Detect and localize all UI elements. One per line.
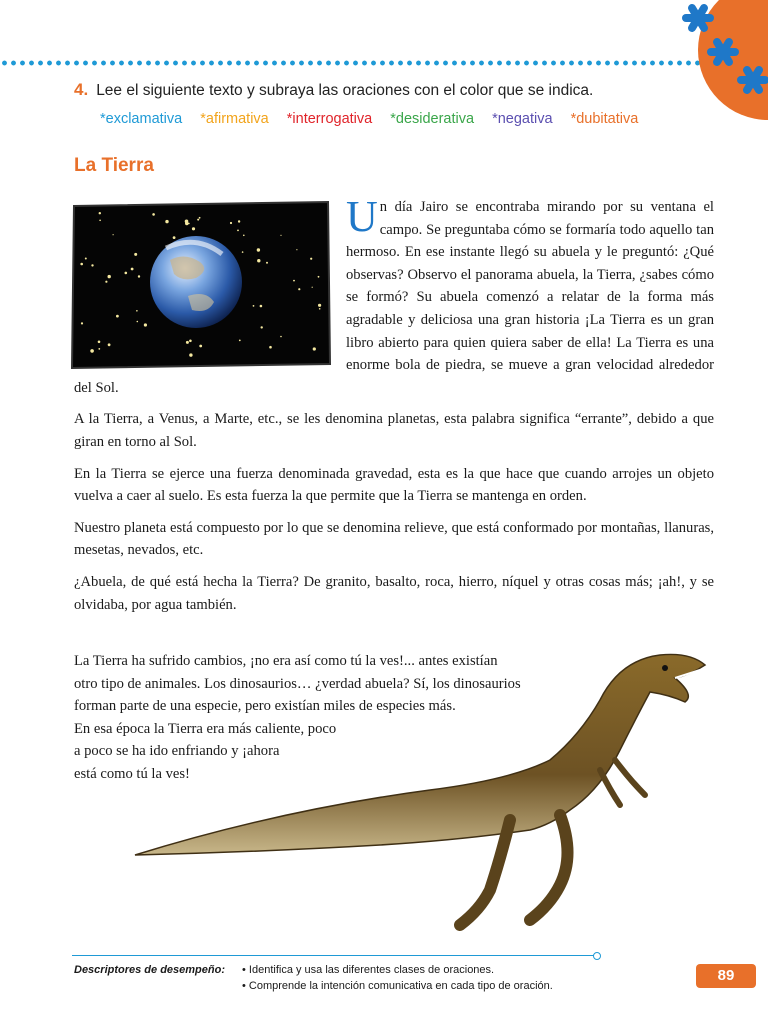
dropcap-letter: U — [346, 192, 378, 241]
type-desiderativa: *desiderativa — [390, 111, 475, 127]
type-exclamativa: *exclamativa — [100, 111, 183, 127]
story-line: otro tipo de animales. Los dinosaurios… ¿verdad abuela? Sí, los dinosaurios — [74, 675, 521, 692]
exercise-number: 4. — [74, 80, 89, 99]
instruction-text: Lee el siguiente texto y subraya las oraciones con el color que se indica. — [96, 82, 594, 99]
descriptors-label: Descriptores de desempeño: — [74, 964, 225, 976]
corner-decoration — [658, 0, 768, 140]
dotted-divider — [0, 60, 740, 66]
bottom-divider — [72, 955, 596, 956]
story-line: En esa época la Tierra era más caliente, poco — [74, 720, 337, 737]
story-line: La Tierra ha sufrido cambios, ¡no era así como tú la ves!... antes existían — [74, 653, 498, 669]
story-text — [74, 192, 714, 625]
descriptor-item: • Identifica y usa las diferentes clases de oraciones. — [242, 964, 495, 976]
story-intro-paragraph — [74, 192, 714, 399]
intro-text: n día Jairo se encontraba mirando por su ventana el campo. Se preguntaba cómo se formaría todo aquello tan hermoso. En ese instante llegó su abuela y le preguntó: ¿Qué observas? Observo el panorama abuela, la Tierra, ¿sabes cómo se formó? Su abuela comenzó a relatar de la forma más agradable y deliciosa una gran historia ¡La Tierra es un gran libro abierto para quien quiera saber de ella! La Tierra es una enorme bola de piedra, se mueve a gran velocidad alrededor del Sol. — [74, 199, 714, 396]
dinosaur-paragraph — [74, 650, 521, 785]
type-interrogativa: *interrogativa — [286, 111, 373, 127]
story-line: a poco se ha ido enfriando y ¡ahora — [74, 743, 280, 759]
type-afirmativa: *afirmativa — [200, 111, 269, 127]
descriptor-item: • Comprende la intención comunicativa en cada tipo de oración. — [242, 980, 553, 992]
page-title: La Tierra — [74, 155, 154, 176]
story-line: forman parte de una especie, pero existían miles de especies más. — [74, 698, 456, 714]
divider-end-dot — [593, 952, 601, 960]
type-negativa: *negativa — [492, 111, 553, 127]
story-line: está como tú la ves! — [74, 765, 190, 782]
exercise-instruction — [74, 80, 593, 100]
type-dubitativa: *dubitativa — [570, 111, 639, 127]
page-number: 89 — [696, 964, 756, 988]
sentence-type-legend — [100, 111, 638, 127]
story-paragraph: En la Tierra se ejerce una fuerza denominada gravedad, esta es la que hace que cuando arrojes un objeto vuelva a caer al suelo. Es esta fuerza la que permite que la Tierra se mantenga en orden. — [74, 465, 714, 505]
story-paragraph: ¿Abuela, de qué está hecha la Tierra? De granito, basalto, roca, hierro, níquel y otras cosas más; ¡ah!, y se olvidaba, por agua también. — [74, 573, 714, 613]
story-paragraph: A la Tierra, a Venus, a Marte, etc., se les denomina planetas, esta palabra significa “errante”, debido a que giran en torno al Sol. — [74, 411, 714, 450]
story-paragraph: Nuestro planeta está compuesto por lo que se denomina relieve, que está conformado por montañas, llanuras, mesetas, nevados, etc. — [74, 519, 714, 559]
